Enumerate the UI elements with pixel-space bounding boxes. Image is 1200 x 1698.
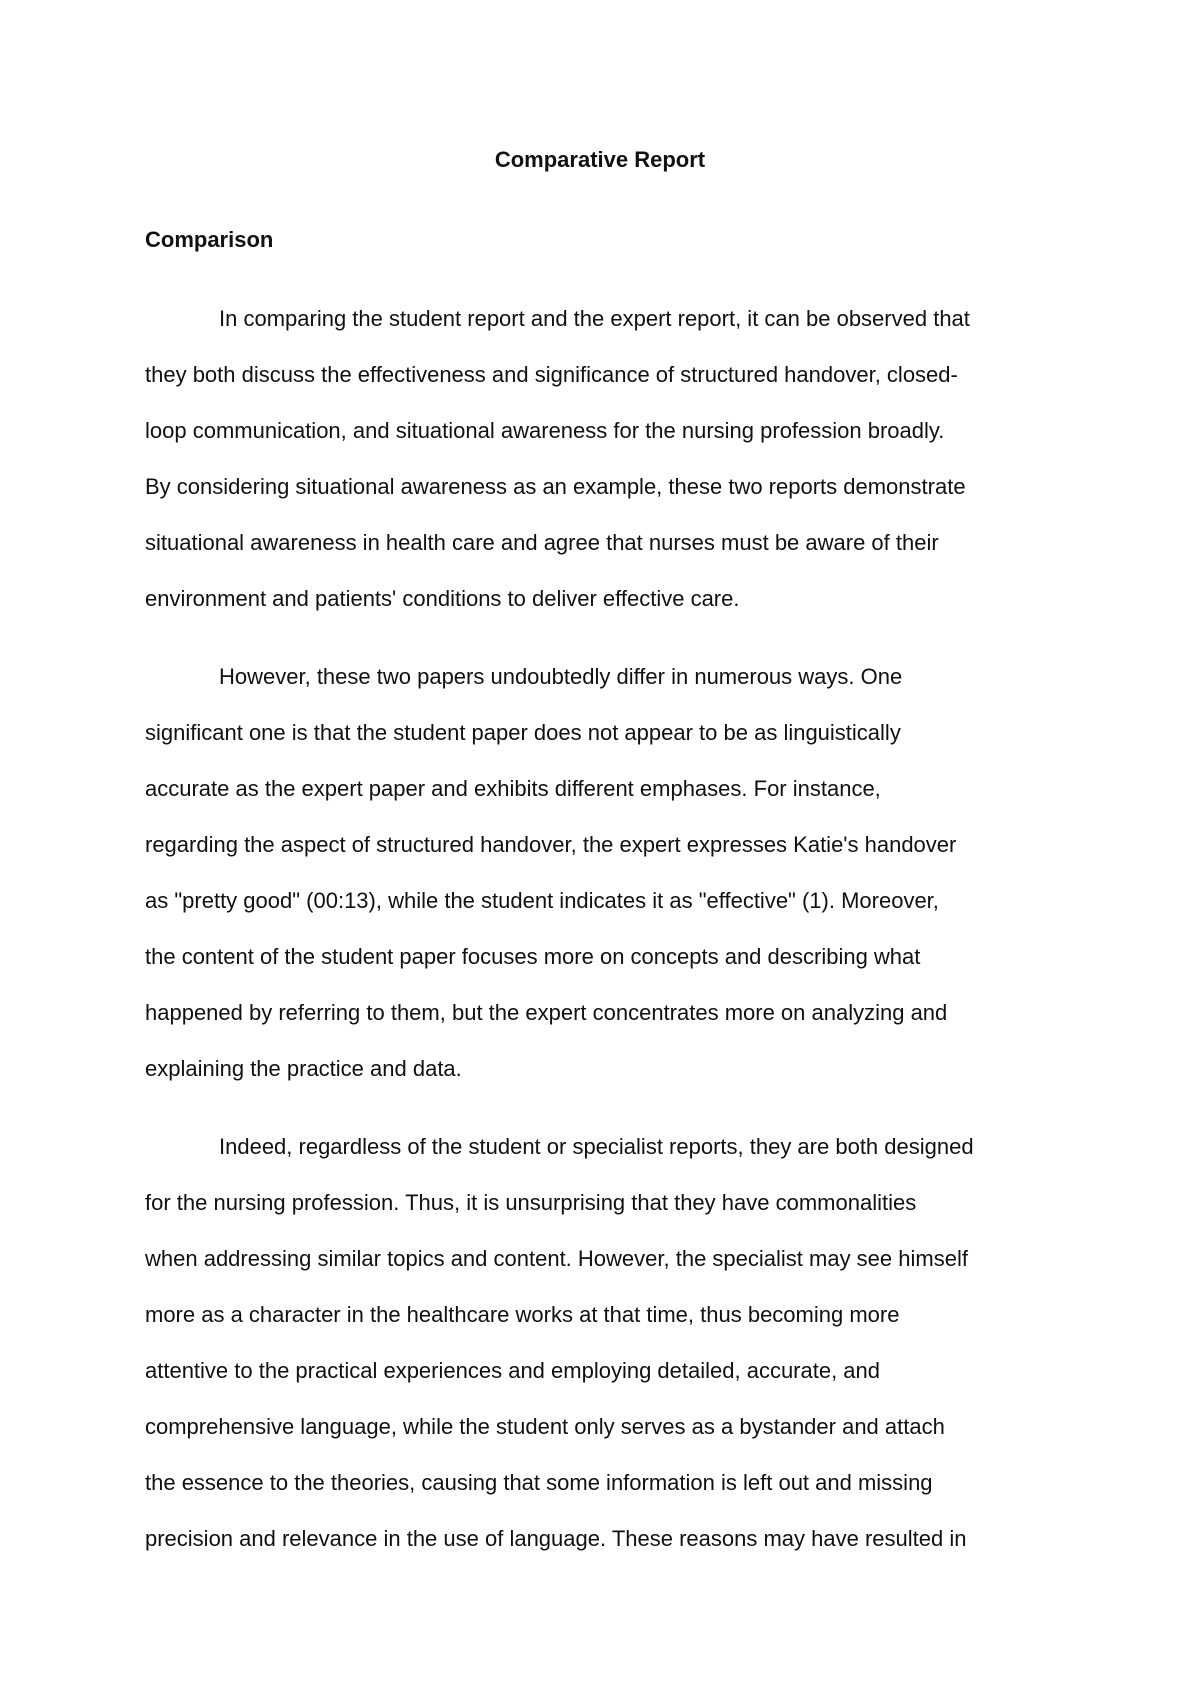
paragraph-line: accurate as the expert paper and exhibits different emphases. For instance,	[145, 776, 881, 801]
paragraph-line: attentive to the practical experiences and employing detailed, accurate, and	[145, 1358, 881, 1383]
paragraph-line: they both discuss the effectiveness and significance of structured handover, closed-	[145, 362, 958, 387]
paragraph-line: as "pretty good" (00:13), while the student indicates it as "effective" (1). Moreover,	[145, 888, 939, 913]
paragraph-line: significant one is that the student paper does not appear to be as linguistically	[145, 720, 901, 745]
paragraph-line: for the nursing profession. Thus, it is unsurprising that they have commonalities	[145, 1190, 917, 1215]
paragraph-line: explaining the practice and data.	[145, 1056, 462, 1081]
paragraph-line: loop communication, and situational awareness for the nursing profession broadly.	[145, 418, 945, 443]
paragraph-line: when addressing similar topics and content. However, the specialist may see himself	[145, 1246, 968, 1271]
paragraph-line: precision and relevance in the use of language. These reasons may have resulted in	[145, 1526, 967, 1551]
paragraph-line: situational awareness in health care and agree that nurses must be aware of their	[145, 530, 939, 555]
paragraph-line: the essence to the theories, causing that some information is left out and missing	[145, 1470, 933, 1495]
document-title: Comparative Report	[494, 147, 706, 172]
paragraph-line: However, these two papers undoubtedly differ in numerous ways. One	[219, 664, 903, 689]
section-heading: Comparison	[145, 227, 274, 252]
paragraph-line: regarding the aspect of structured handover, the expert expresses Katie's handover	[145, 832, 957, 857]
paragraph-3	[145, 1119, 1065, 1567]
paragraph-line: environment and patients' conditions to deliver effective care.	[145, 586, 740, 611]
paragraph-line: In comparing the student report and the expert report, it can be observed that	[219, 306, 970, 331]
paragraph-line: comprehensive language, while the student only serves as a bystander and attach	[145, 1414, 945, 1439]
paragraph-line: happened by referring to them, but the expert concentrates more on analyzing and	[145, 1000, 948, 1025]
paragraph-line: By considering situational awareness as an example, these two reports demonstrate	[145, 474, 966, 499]
paragraph-2	[145, 649, 1065, 1097]
paragraph-line: Indeed, regardless of the student or specialist reports, they are both designed	[219, 1134, 974, 1159]
paragraph-line: the content of the student paper focuses more on concepts and describing what	[145, 944, 921, 969]
paragraph-1	[145, 291, 1065, 627]
paragraph-line: more as a character in the healthcare works at that time, thus becoming more	[145, 1302, 900, 1327]
